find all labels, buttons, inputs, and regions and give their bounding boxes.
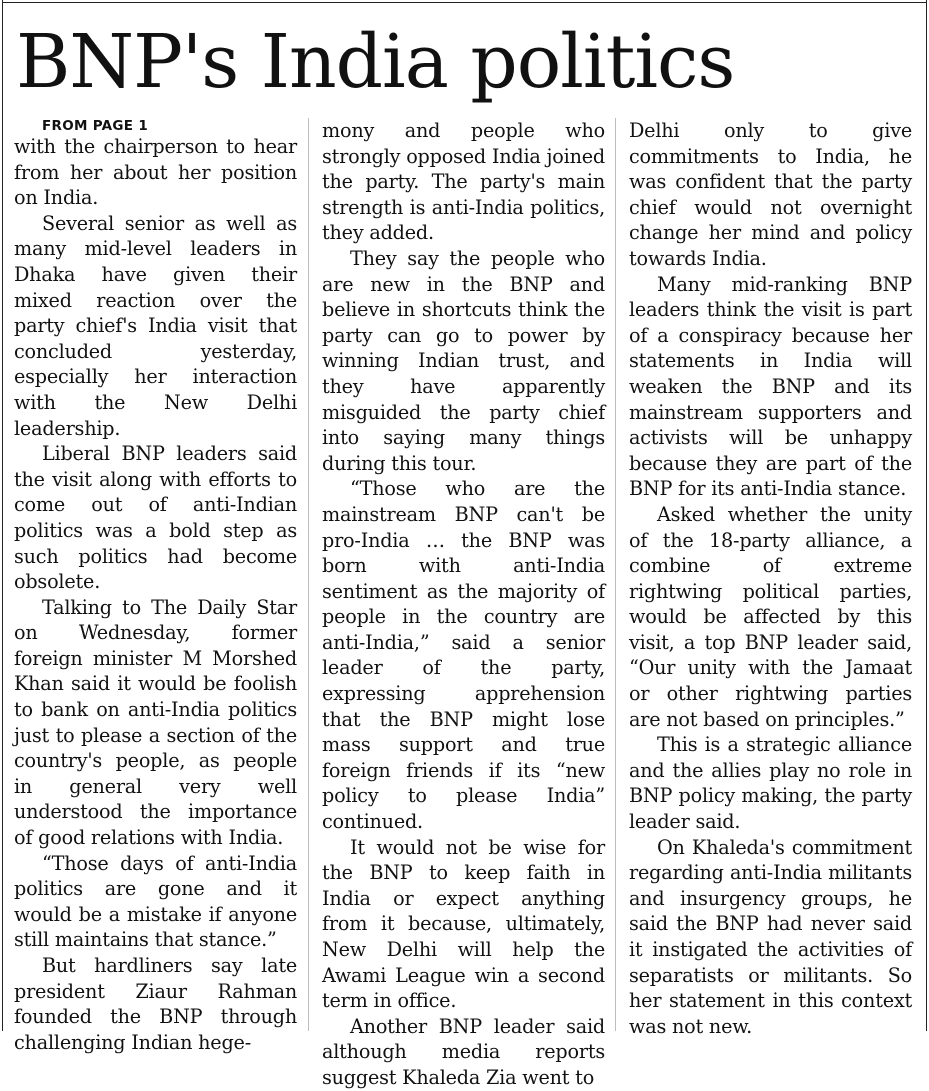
paragraph: “Those days of anti-India politics are gone and it would be a mistake if anyone still maintains that stance.”	[14, 851, 297, 952]
kicker-label: FROM PAGE 1	[42, 118, 149, 134]
paragraph: They say the people who are new in the BNP and believe in shortcuts think the party can go to power by winning Indian trust, and they have apparently misguided the party chief into saying many things during this tour.	[322, 246, 605, 475]
paragraph: This is a strategic alliance and the allies play no role in BNP policy making, the party leader said.	[629, 733, 912, 834]
paragraph: Another BNP leader said although media reports suggest Khaleda Zia went to	[322, 1014, 605, 1089]
paragraph: But hardliners say late president Ziaur Rahman founded the BNP through challenging Indian hege-	[14, 954, 297, 1054]
paragraph: Liberal BNP leaders said the visit along with efforts to come out of anti-Indian politics was a bold step as such politics had become obsolete.	[14, 442, 297, 594]
paragraph: Talking to The Daily Star on Wednesday, former foreign minister M Morshed Khan said it would be foolish to bank on anti-India politics just to please a section of the country's people, as people in general very well understood the importance of good relations with India.	[14, 595, 297, 850]
article-column-1	[14, 118, 297, 1054]
column-divider	[615, 118, 616, 1031]
paragraph: On Khaleda's commitment regarding anti-India militants and insurgency groups, he said the BNP had never said it instigated the activities of separatists or militants. So her statement in this context was not new.	[629, 835, 912, 1038]
column-divider	[308, 118, 309, 1031]
paragraph: Several senior as well as many mid-level leaders in Dhaka have given their mixed reaction over the party chief's India visit that concluded yesterday, especially her interaction with the New Delhi leadership.	[14, 211, 297, 440]
paragraph: Many mid-ranking BNP leaders think the visit is part of a conspiracy because her statements in India will weaken the BNP and its mainstream supporters and activists will be unhappy because they are part of the BNP for its anti-India stance.	[629, 272, 912, 501]
paragraph: Delhi only to give commitments to India, he was confident that the party chief would not overnight change her mind and policy towards India.	[629, 119, 912, 270]
headline: BNP's India politics	[16, 19, 735, 105]
paragraph: “Those who are the mainstream BNP can't be pro-India … the BNP was born with anti-India sentiment as the majority of people in the country are anti-India,” said a senior leader of the party, expressing apprehension that the BNP might lose mass support and true foreign friends if its “new policy to please India” continued.	[322, 477, 605, 834]
article-column-3	[629, 118, 912, 1038]
paragraph: It would not be wise for the BNP to keep faith in India or expect anything from it because, ultimately, New Delhi will help the Awami League win a second term in office.	[322, 835, 605, 1013]
frame-border-left	[2, 0, 3, 1031]
paragraph: mony and people who strongly opposed India joined the party. The party's main strength is anti-India politics, they added.	[322, 119, 605, 245]
article-column-2	[322, 118, 605, 1089]
frame-border-right	[926, 0, 927, 1031]
frame-border-top	[2, 2, 927, 3]
paragraph: Asked whether the unity of the 18-party alliance, a combine of extreme rightwing political parties, would be affected by this visit, a top BNP leader said, “Our unity with the Jamaat or other rightwing parties are not based on principles.”	[629, 502, 912, 731]
paragraph: with the chairperson to hear from her about her position on India.	[14, 135, 297, 210]
